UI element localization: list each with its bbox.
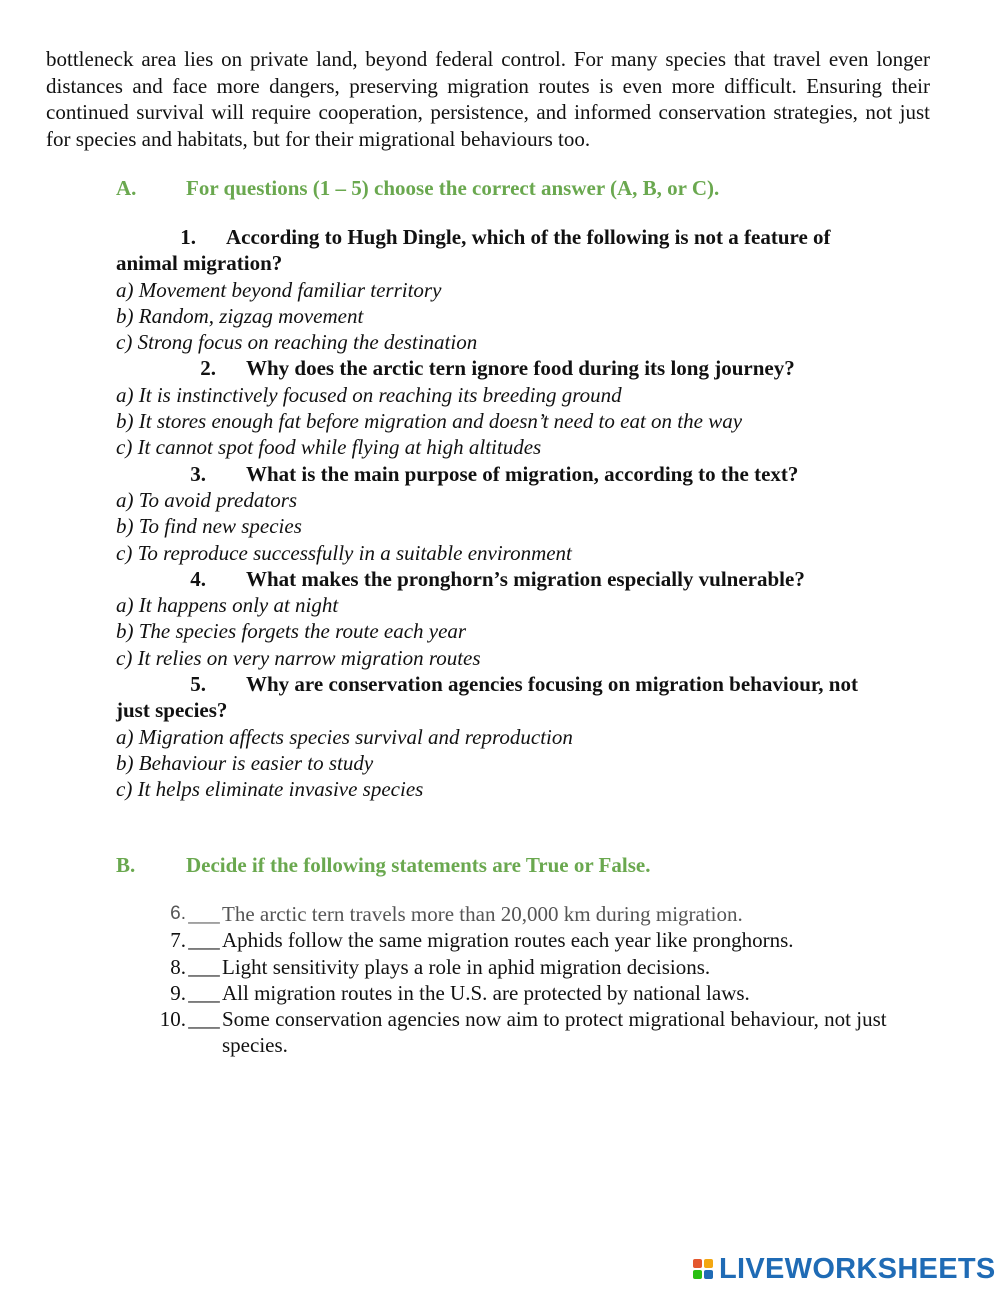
logo-square xyxy=(704,1259,713,1268)
intro-paragraph: bottleneck area lies on private land, beyond federal control. For many species that travel even longer distances and face more dangers, preserving migration routes is even more difficult. Ensuring their continued survival will require cooperation, persistence, and informed conservation strategies, not just for species and habitats, but for their migrational behaviours too. xyxy=(46,47,930,151)
question-3 xyxy=(116,461,916,487)
option[interactable]: a) Migration affects species survival and reproduction xyxy=(116,724,573,749)
statement-number: 9. xyxy=(170,980,186,1005)
option[interactable]: a) It happens only at night xyxy=(116,593,339,618)
section-b-title: Decide if the following statements are True or False. xyxy=(186,853,651,877)
question-5 xyxy=(116,671,916,697)
option[interactable]: c) Strong focus on reaching the destination xyxy=(116,330,478,355)
question-text: What is the main purpose of migration, according to the text? xyxy=(246,461,799,486)
statement-number: 10. xyxy=(159,1007,186,1032)
question-4 xyxy=(116,566,916,592)
question-1-continued: animal migration? xyxy=(116,251,283,276)
option[interactable]: b) It stores enough fat before migration and doesn’t need to eat on the way xyxy=(116,409,743,434)
section-b-heading xyxy=(116,852,650,878)
statement-9 xyxy=(150,980,920,1006)
question-1 xyxy=(116,224,916,250)
option[interactable]: a) Movement beyond familiar territory xyxy=(116,277,442,302)
statement-number: 6. xyxy=(170,903,186,924)
option[interactable]: a) It is instinctively focused on reaching its breeding ground xyxy=(116,382,622,407)
option[interactable]: b) Behaviour is easier to study xyxy=(116,750,374,775)
question-number: 2. xyxy=(200,356,216,381)
option[interactable]: c) To reproduce successfully in a suitable environment xyxy=(116,540,572,565)
answer-blank[interactable]: ___ xyxy=(188,928,220,953)
option[interactable]: c) It relies on very narrow migration routes xyxy=(116,645,481,670)
question-number: 3. xyxy=(190,461,206,486)
logo-square xyxy=(693,1259,702,1268)
question-number: 1. xyxy=(180,225,196,249)
statement-text: Some conservation agencies now aim to protect migrational behaviour, not just species. xyxy=(222,1007,887,1058)
answer-blank[interactable]: ___ xyxy=(188,1007,220,1032)
question-5-continued: just species? xyxy=(116,698,228,723)
question-text: Why are conservation agencies focusing on migration behaviour, not xyxy=(246,672,858,697)
logo-square xyxy=(704,1270,713,1279)
multiple-choice-questions xyxy=(116,224,916,803)
answer-blank[interactable]: ___ xyxy=(188,902,220,926)
section-a-heading xyxy=(116,175,719,201)
logo-squares-icon xyxy=(693,1259,713,1279)
section-a-letter: A. xyxy=(116,176,137,200)
statement-text: Aphids follow the same migration routes each year like pronghorns. xyxy=(222,928,794,953)
answer-blank[interactable]: ___ xyxy=(188,980,220,1005)
question-2 xyxy=(116,355,916,381)
statement-8 xyxy=(150,954,920,980)
statement-6 xyxy=(150,901,920,927)
liveworksheets-logo xyxy=(693,1254,996,1284)
option[interactable]: a) To avoid predators xyxy=(116,487,298,512)
statement-number: 7. xyxy=(170,928,186,953)
option[interactable]: b) The species forgets the route each year xyxy=(116,619,467,644)
statement-number: 8. xyxy=(170,954,186,979)
question-text: According to Hugh Dingle, which of the following is not a feature of xyxy=(226,225,831,249)
option[interactable]: b) Random, zigzag movement xyxy=(116,303,364,328)
answer-blank[interactable]: ___ xyxy=(188,954,220,979)
question-number: 4. xyxy=(190,566,206,591)
question-text: Why does the arctic tern ignore food during its long journey? xyxy=(246,356,795,381)
option[interactable]: b) To find new species xyxy=(116,514,302,539)
statement-text: All migration routes in the U.S. are protected by national laws. xyxy=(222,980,750,1005)
section-b-letter: B. xyxy=(116,853,136,877)
question-number: 5. xyxy=(190,672,206,697)
statement-10 xyxy=(150,1006,920,1059)
question-text: What makes the pronghorn’s migration especially vulnerable? xyxy=(246,566,805,591)
statement-7 xyxy=(150,927,920,953)
option[interactable]: c) It cannot spot food while flying at high altitudes xyxy=(116,435,542,460)
logo-square xyxy=(693,1270,702,1279)
statement-text: The arctic tern travels more than 20,000 km during migration. xyxy=(222,902,743,926)
true-false-list xyxy=(150,901,920,1059)
logo-text: LIVEWORKSHEETS xyxy=(719,1252,996,1285)
section-a-title: For questions (1 – 5) choose the correct answer (A, B, or C). xyxy=(186,176,720,200)
statement-text: Light sensitivity plays a role in aphid migration decisions. xyxy=(222,954,711,979)
option[interactable]: c) It helps eliminate invasive species xyxy=(116,777,424,802)
